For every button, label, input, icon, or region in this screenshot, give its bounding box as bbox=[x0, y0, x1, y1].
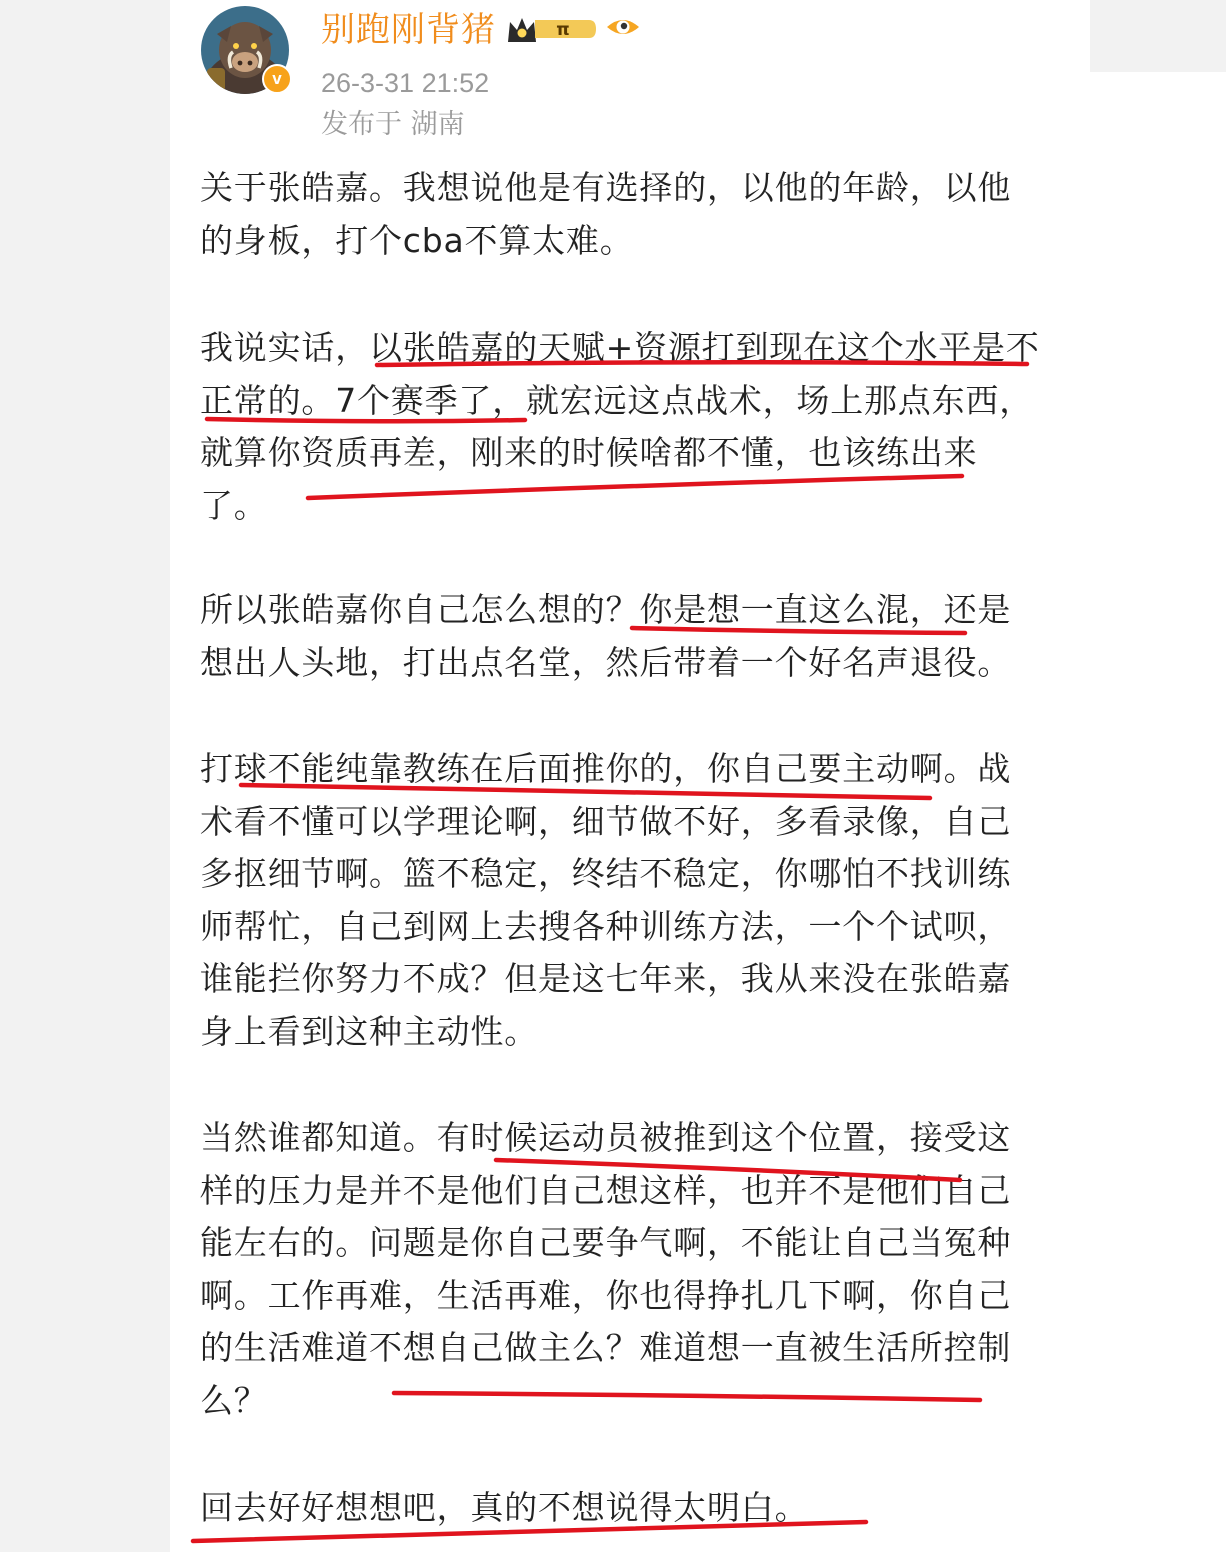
vip-crown-badge-icon[interactable] bbox=[505, 12, 599, 46]
text-line: 啊。工作再难，生活再难，你也得挣扎几下啊，你自己 bbox=[200, 1275, 1012, 1315]
fan-eye-icon[interactable] bbox=[605, 14, 641, 40]
text-line: 关于张皓嘉。我想说他是有选择的，以他的年龄，以他 bbox=[200, 168, 1012, 207]
post-location: 发布于 湖南 bbox=[321, 109, 465, 140]
text-line: 正常的。7个赛季了，就宏远这点战术，场上那点东西， bbox=[200, 380, 1033, 420]
text-line: 打球不能纯靠教练在后面推你的，你自己要主动啊。战 bbox=[200, 749, 1012, 788]
text-line: 师帮忙，自己到网上去搜各种训练方法，一个个试呗， bbox=[200, 906, 1012, 946]
text-line: 么？ bbox=[200, 1380, 268, 1420]
post-timestamp: 26-3-31 21:52 bbox=[321, 68, 490, 98]
text-line: 当然谁都知道。有时候运动员被推到这个位置，接受这 bbox=[200, 1118, 1012, 1157]
text-line: 我说实话，以张皓嘉的天赋+资源打到现在这个水平是不 bbox=[200, 328, 1040, 367]
text-line: 样的压力是并不是他们自己想这样，也并不是他们自己 bbox=[200, 1170, 1012, 1210]
text-line: 想出人头地，打出点名堂，然后带着一个好名声退役。 bbox=[200, 642, 1012, 682]
text-line: 身上看到这种主动性。 bbox=[200, 1011, 538, 1051]
post-paragraph-4 bbox=[200, 743, 1070, 1058]
page-background-strip bbox=[1090, 72, 1226, 1552]
post-paragraph-1 bbox=[200, 162, 1070, 267]
text-line: 多抠细节啊。篮不稳定，终结不稳定，你哪怕不找训练 bbox=[200, 854, 1012, 893]
verified-badge-icon bbox=[262, 64, 292, 94]
text-line: 的生活难道不想自己做主么？难道想一直被生活所控制 bbox=[200, 1328, 1012, 1367]
author-name[interactable]: 别跑刚背猪 bbox=[321, 10, 496, 50]
vip-badge-label: π bbox=[556, 20, 570, 40]
text-line: 了。 bbox=[200, 485, 268, 525]
text-line: 术看不懂可以学理论啊，细节做不好，多看录像，自己 bbox=[200, 801, 1012, 841]
verified-badge-text: v bbox=[272, 69, 282, 88]
text-line: 能左右的。问题是你自己要争气啊，不能让自己当冤种 bbox=[200, 1223, 1012, 1262]
post-paragraph-2 bbox=[200, 322, 1070, 532]
text-line: 谁能拦你努力不成？但是这七年来，我从来没在张皓嘉 bbox=[200, 959, 1012, 998]
post-paragraph-6 bbox=[200, 1482, 1070, 1535]
post-paragraph-5 bbox=[200, 1112, 1070, 1427]
text-line: 的身板，打个cba不算太难。 bbox=[200, 220, 634, 260]
text-line: 所以张皓嘉你自己怎么想的？你是想一直这么混，还是 bbox=[200, 590, 1012, 629]
text-line: 回去好好想想吧，真的不想说得太明白。 bbox=[200, 1488, 809, 1527]
text-line: 就算你资质再差，刚来的时候啥都不懂，也该练出来 bbox=[200, 433, 978, 472]
post-paragraph-3 bbox=[200, 584, 1070, 689]
